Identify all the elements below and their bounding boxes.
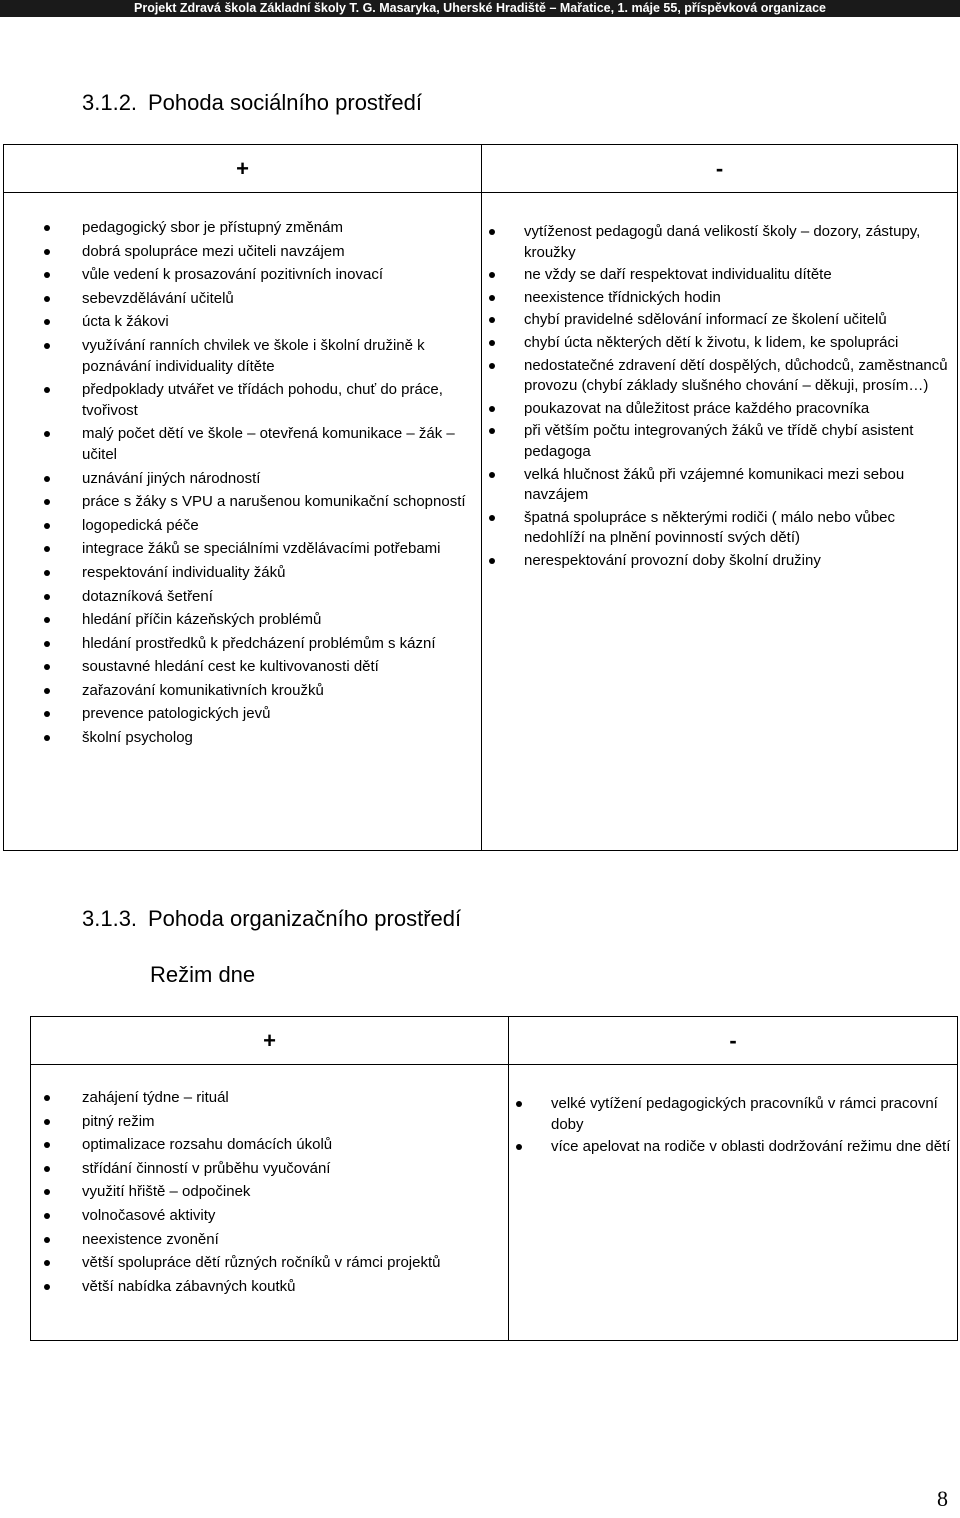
list-item [4,424,481,465]
bullet-icon [44,387,50,393]
minus-column [509,1065,958,1341]
list-item-text: využití hřiště – odpočinek [82,1183,251,1201]
section-number: 3.1.2. [82,90,138,115]
list-item-text: větší nabídka zábavných koutků [82,1277,296,1295]
bullet-icon [489,428,495,434]
list-item-text: více apelovat na rodiče v oblasti dodržování režimu dne dětí [551,1138,951,1156]
bullet-icon [489,515,495,521]
bullet-icon [44,225,50,231]
bullet-icon [44,617,50,623]
section-heading-social [82,90,422,116]
bullet-icon [516,1101,522,1107]
minus-column [482,193,958,851]
list-item-text: prevence patologických jevů [82,705,271,723]
list-item [4,539,481,560]
header-text: Projekt Zdravá škola Základní školy T. G. Masaryka, Uherské Hradiště – Mařatice, 1. máje 55, příspěvková organizace [134,1,826,15]
list-item-text: respektování individuality žáků [82,563,286,581]
list-item [4,1135,508,1156]
subsection-heading: Režim dne [150,962,256,987]
list-item-text: sebevzdělávání učitelů [82,289,234,307]
list-item-text: zařazování komunikativních kroužků [82,681,324,699]
bullet-icon [44,1095,50,1101]
list-item [482,222,957,263]
bullet-icon [44,1142,50,1148]
list-item-text: vůle vedení k prosazování pozitivních inovací [82,266,384,284]
bullet-icon [44,735,50,741]
section-title: Pohoda organizačního prostředí [148,906,462,931]
list-item [4,657,481,678]
list-item-text: malý počet dětí ve škole – otevřená komunikace – žák – učitel [82,425,455,463]
list-item [4,1277,508,1298]
list-item-text: pedagogický sbor je přístupný změnám [82,219,343,236]
list-item [4,469,481,490]
list-item [4,312,481,333]
bullet-icon [44,1166,50,1172]
list-item [4,336,481,377]
list-item [4,1230,508,1251]
page-number: 8 [937,1486,948,1511]
list-item-text: střídání činností v průběhu vyučování [82,1159,331,1177]
list-item [4,492,481,513]
list-item-text: velká hlučnost žáků při vzájemné komunikaci mezi sebou navzájem [524,465,905,504]
list-item [4,1088,508,1109]
list-item-text: předpoklady utvářet ve třídách pohodu, chuť do práce, tvořivost [82,381,443,419]
list-item-text: práce s žáky s VPU a narušenou komunikační schopností [82,493,466,511]
section-heading-organizational [82,906,461,932]
bullet-icon [44,641,50,647]
list-item-text: poukazovat na důležitost práce každého pracovníka [524,399,870,417]
bullet-icon [44,1189,50,1195]
list-item-text: uznávání jiných národností [82,469,261,487]
list-item [482,265,957,286]
bullet-icon [44,1284,50,1290]
bullet-icon [44,523,50,529]
list-item [4,1159,508,1180]
list-item-text: logopedická péče [82,516,199,534]
list-item-text: optimalizace rozsahu domácích úkolů [82,1136,333,1154]
list-item-text: úcta k žákovi [82,313,169,331]
plus-column [31,1065,509,1341]
list-item [4,265,481,286]
bullet-icon [44,1237,50,1243]
list-item-text: vytíženost pedagogů daná velikostí školy – dozory, zástupy, kroužky [524,223,921,261]
list-item [4,728,481,749]
list-item [482,288,957,309]
minus-header: - [482,145,958,193]
list-item [4,380,481,421]
minus-list [482,222,957,572]
list-item-text: velké vytížení pedagogických pracovníků v rámci pracovní doby [551,1095,938,1133]
list-item [4,1112,508,1133]
list-item-text: neexistence zvonění [82,1230,219,1248]
list-item [482,399,957,420]
list-item-text: neexistence třídnických hodin [524,288,721,306]
bullet-icon [44,343,50,349]
list-item [4,516,481,537]
plus-list [4,218,481,749]
bullet-icon [44,1213,50,1219]
bullet-icon [489,558,495,564]
list-item [4,587,481,608]
bullet-icon [489,472,495,478]
list-item-text: špatná spolupráce s některými rodiči ( málo nebo vůbec nedohlíží na plnění povinností svých dětí) [524,508,896,547]
list-item [4,704,481,725]
bullet-icon [489,406,495,412]
list-item-text: hledání příčin kázeňských problémů [82,611,322,629]
list-item-text: školní psycholog [82,729,193,747]
list-item-text: zahájení týdne – rituál [82,1089,229,1106]
bullet-icon [489,295,495,301]
list-item [482,508,957,549]
list-item-text: pitný režim [82,1112,155,1130]
bullet-icon [44,711,50,717]
list-item-text: chybí úcta některých dětí k životu, k lidem, ke spolupráci [524,333,899,351]
bullet-icon [489,229,495,235]
list-item-text: hledání prostředků k předcházení problémům s kázní [82,634,436,652]
list-item [482,421,957,462]
minus-list [509,1094,957,1158]
bullet-icon [489,272,495,278]
bullet-icon [44,499,50,505]
list-item [509,1094,957,1135]
minus-header: - [509,1017,958,1065]
bullet-icon [44,249,50,255]
bullet-icon [516,1144,522,1150]
list-item [4,242,481,263]
organizational-pros-cons-table [30,1016,958,1341]
list-item [4,218,481,239]
list-item [4,289,481,310]
list-item [4,1253,508,1274]
plus-column [4,193,482,851]
plus-header: + [31,1017,509,1065]
bullet-icon [44,546,50,552]
bullet-icon [489,340,495,346]
list-item-text: dotazníková šetření [82,587,213,605]
bullet-icon [44,664,50,670]
list-item-text: ne vždy se daří respektovat individualitu dítěte [524,266,832,284]
list-item-text: chybí pravidelné sdělování informací ze školení učitelů [524,311,887,329]
list-item [482,356,957,397]
section-title: Pohoda sociálního prostředí [148,90,422,115]
list-item [4,610,481,631]
bullet-icon [44,319,50,325]
list-item-text: volnočasové aktivity [82,1206,216,1224]
list-item-text: nedostatečné zdravení dětí dospělých, důchodců, zaměstnanců provozu (chybí základy slušného chování – děkuji, prosím…) [524,356,948,395]
bullet-icon [44,296,50,302]
list-item-text: dobrá spolupráce mezi učiteli navzájem [82,242,345,260]
list-item [4,1206,508,1227]
list-item [4,1182,508,1203]
bullet-icon [44,688,50,694]
plus-list [4,1088,508,1297]
list-item-text: využívání ranních chvilek ve škole i školní družině k poznávání individuality dítěte [82,336,425,375]
list-item [4,634,481,655]
bullet-icon [44,476,50,482]
section-number: 3.1.3. [82,906,138,931]
list-item [482,310,957,331]
bullet-icon [489,363,495,369]
list-item [482,465,957,506]
list-item [509,1137,957,1158]
social-pros-cons-table [3,144,958,851]
bullet-icon [44,1119,50,1125]
bullet-icon [44,594,50,600]
bullet-icon [44,272,50,278]
bullet-icon [489,317,495,323]
list-item [482,333,957,354]
list-item-text: při větším počtu integrovaných žáků ve třídě chybí asistent pedagoga [524,422,914,460]
list-item-text: větší spolupráce dětí různých ročníků v rámci projektů [82,1254,441,1272]
document-header [0,0,960,17]
list-item [482,551,957,572]
bullet-icon [44,1260,50,1266]
plus-header: + [4,145,482,193]
bullet-icon [44,431,50,437]
bullet-icon [44,570,50,576]
list-item-text: soustavné hledání cest ke kultivovanosti dětí [82,658,379,676]
list-item [4,681,481,702]
list-item [4,563,481,584]
list-item-text: integrace žáků se speciálními vzdělávacími potřebami [82,540,441,558]
list-item-text: nerespektování provozní doby školní družiny [524,551,821,569]
